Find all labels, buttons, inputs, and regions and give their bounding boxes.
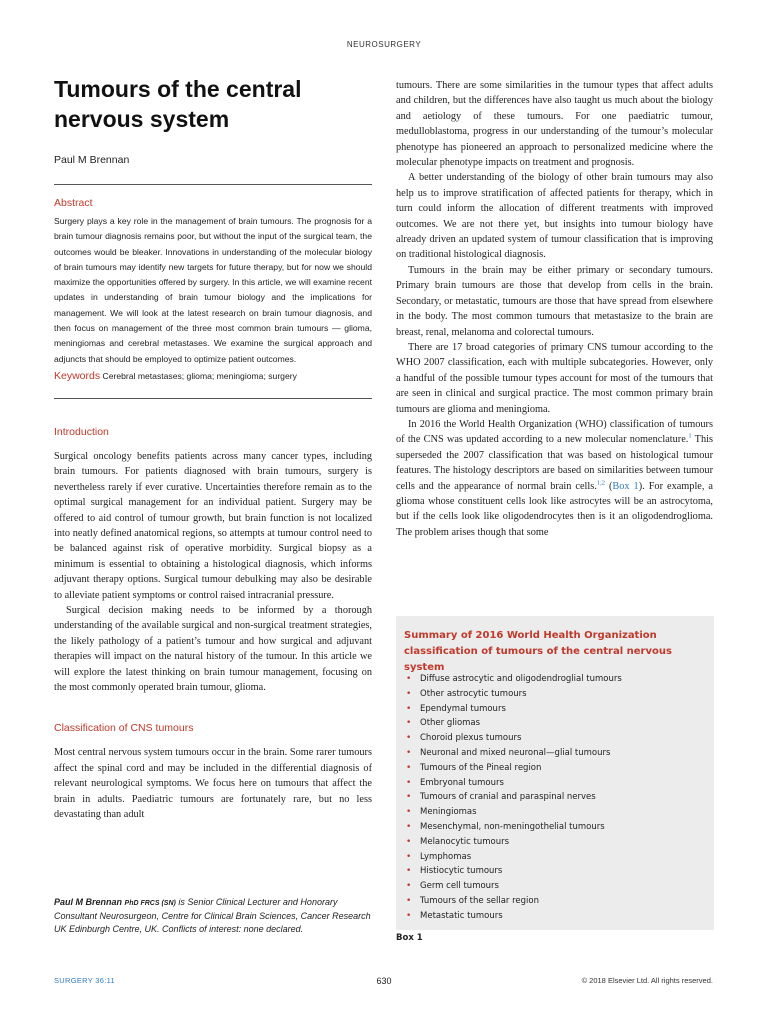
bullet-icon: • [406,777,412,788]
author-note [54,896,372,936]
footer [0,976,768,990]
running-head: NEUROSURGERY [346,40,422,49]
bullet-icon: • [406,807,412,818]
bullet-icon: • [406,910,412,921]
box-list-item-label: Lymphomas [420,851,472,862]
box-list-item [406,790,622,805]
box-list-item [406,716,622,731]
box-list-item [406,702,622,717]
page-number: 630 [376,976,392,986]
text-run: ). For example, a glioma whose constituent cells look like astrocytes will be an astrocytoma, but if the cells look like oligodendrocytes then is it an oligodendroglioma. The problem arises though that some [396,480,714,538]
author-name: Paul M Brennan [54,154,130,166]
box-list-item-label: Neuronal and mixed neuronal—glial tumours [420,747,611,758]
box-list-item [406,776,622,791]
text-run: ( [604,480,613,492]
box-list-item-label: Metastatic tumours [420,910,503,921]
paragraph: Most central nervous system tumours occur in the brain. Some rarer tumours affect the spinal cord and may be included in the differential diagnosis of relevant neurological symptoms. We focus here on tumours that affect the brain in adults. Paediatric tumours are fortunately rare, but no less devastating than adult [54,747,372,821]
box-list-item [406,672,622,687]
box-list [406,672,622,924]
keywords-list: Cerebral metastases; glioma; meningioma; surgery [102,370,297,381]
author-note-name: Paul M Brennan [54,897,123,907]
box-list-item-label: Mesenchymal, non-meningothelial tumours [420,821,605,832]
paragraph: There are 17 broad categories of primary CNS tumour according to the WHO 2007 classification, each with multiple subcategories. However, only a handful of the possible tumour types account for most of the tumours that are seen in clinical and surgical practice. The most common primary brain tumours are glioma and meningioma. [396,341,713,415]
divider [54,184,372,185]
bullet-icon: • [406,881,412,892]
bullet-icon: • [406,792,412,803]
bullet-icon: • [406,821,412,832]
box-list-item [406,731,622,746]
abstract-text: Surgery plays a key role in the management of brain tumours. The prognosis for a brain tumour diagnosis remains poor, but without the input of the surgical team, the outcomes would be bleaker. Innovations in understanding of the molecular biology of brain tumours may identify new targets for future therapy, but for now we should maximize the opportunities offered by surgery. In this article, we will examine recent updates in understanding of brain tumour biology and the implications for management. We will look at the latest research on brain tumour diagnosis, and then focus on management of the three most common brain tumours — glioma, meningiomas and cerebral metastases. We examine the surgical approach and adjuncts that should be employed to optimize patient outcomes. [54,216,372,364]
box-list-item-label: Other astrocytic tumours [420,688,527,699]
box-list-item-label: Germ cell tumours [420,881,499,892]
bullet-icon: • [406,674,412,684]
paragraph: tumours. There are some similarities in the tumour types that affect adults and children, but the differences have also taught us much about the biology and aetiology of these tumours. For one paediatric tumour, medulloblastoma, progress in our understanding of the tumour’s molecular phenotype has pioneered an approach to personalized medicine where the molecular phenotype impacts on treatment and prognosis. [396,80,713,169]
box-list-item [406,835,622,850]
abstract-heading: Abstract [54,197,93,209]
box-list-item [406,879,622,894]
box-list-item-label: Other gliomas [420,718,481,729]
box-list-item [406,909,622,924]
box-list-item-label: Melanocytic tumours [420,836,510,847]
paragraph: A better understanding of the biology of other brain tumours may also help us to improve stratification of affected patients for therapy, which in turn could inform the allocation of different treatments with improved outcomes. We are not there yet, but insights into tumour biology have already driven an updated system of tumour classification that is improving on traditional histological diagnosis. [396,172,713,261]
box-list-item [406,864,622,879]
box-list-item-label: Choroid plexus tumours [420,733,522,744]
box-list-item-label: Tumours of cranial and paraspinal nerves [420,792,596,803]
box-list-item-label: Tumours of the Pineal region [420,762,542,773]
box-list-item [406,894,622,909]
bullet-icon: • [406,703,412,714]
classification-heading: Classification of CNS tumours [54,722,194,735]
keywords-label: Keywords [54,369,101,382]
bullet-icon: • [406,836,412,847]
text-run: This superseded the 2007 classification that was based on histological tumour features. The histology descriptors are based on similarities between tumour cells and the appearance of normal brain cells. [396,434,713,492]
summary-box [396,616,714,930]
paragraph [396,417,713,540]
bullet-icon: • [406,895,412,906]
box-title: Summary of 2016 World Health Organization classification of tumours of the central nervous system [404,630,672,673]
paragraph: Tumours in the brain may be either primary or secondary tumours. Primary brain tumours are those that develop from cells in the brain. Secondary, or metastatic, tumours are those that have spread from elsewhere in the body. The most common tumours that metastasize to the brain are breast, renal, melanoma and colorectal tumours. [396,264,713,338]
classification-body [54,745,372,822]
box-list-item [406,746,622,761]
bullet-icon: • [406,851,412,862]
bullet-icon: • [406,733,412,744]
article-title: Tumours of the central nervous system [54,76,302,132]
box-list-item [406,761,622,776]
box-list-item [406,850,622,865]
box-list-item-label: Tumours of the sellar region [420,895,539,906]
text-run: In 2016 the World Health Organization (WHO) classification of tumours of the CNS was updated according to a new molecular nomenclature. [396,418,713,446]
bullet-icon: • [406,866,412,877]
footer-journal: SURGERY 36:11 [54,976,116,985]
box-list-item [406,820,622,835]
left-column [54,74,372,823]
introduction-heading: Introduction [54,425,109,438]
introduction-body [54,449,372,696]
author-note-text: is Senior Clinical Lecturer and Honorary Consultant Neurosurgeon, Centre for Clinical Brain Sciences, Cancer Research UK Edinburgh Centre, UK. Conflicts of interest: none declared. [54,897,371,934]
bullet-icon: • [406,762,412,773]
bullet-icon: • [406,747,412,758]
box-list-item-label: Histiocytic tumours [420,866,503,877]
box-list-item-label: Diffuse astrocytic and oligodendroglial tumours [420,674,622,684]
paragraph: Surgical oncology benefits patients across many cancer types, including brain tumours. For patients diagnosed with brain tumours, surgery is nevertheless rarely if ever curative. Uncertainties therefore remain as to the optimal surgical management for an individual patient. Surgery may be offered to aid control of tumour growth, but brain function is not localized into neatly defined anatomical regions, so attempts at tumour control need to be balanced against risk of operative morbidity. Surgical biopsy as a minimum is essential to obtaining a histological diagnosis, which informs adjuvant therapy options. Surgical tumour debulking may also be desirable to alleviate patient symptoms or control raised intracranial pressure. [54,450,372,601]
box-list-item [406,687,622,702]
bullet-icon: • [406,688,412,699]
box-list-item [406,805,622,820]
box-link[interactable]: Box 1 [612,480,639,492]
author-note-credentials: PhD FRCS (SN) [124,900,176,907]
paragraph: Surgical decision making needs to be informed by a thorough understanding of the available surgical and non-surgical treatment strategies, the likely pathology of a patient’s tumour and how surgical and adjuvant therapies will impact on the natural history of the tumour. In this article we will explore the latest thinking on brain tumour management, focusing on the most commonly operated brain tumour, glioma. [54,605,372,694]
reference-link[interactable]: 1 [688,432,692,440]
box-list-item-label: Ependymal tumours [420,703,506,714]
footer-copyright: © 2018 Elsevier Ltd. All rights reserved. [581,976,713,985]
keywords [54,369,372,384]
box-list-item-label: Embryonal tumours [420,777,504,788]
reference-link[interactable]: 1,2 [596,479,605,487]
right-column [396,78,713,540]
bullet-icon: • [406,718,412,729]
box-list-item-label: Meningiomas [420,807,477,818]
divider [54,398,372,399]
box-label: Box 1 [396,933,423,943]
